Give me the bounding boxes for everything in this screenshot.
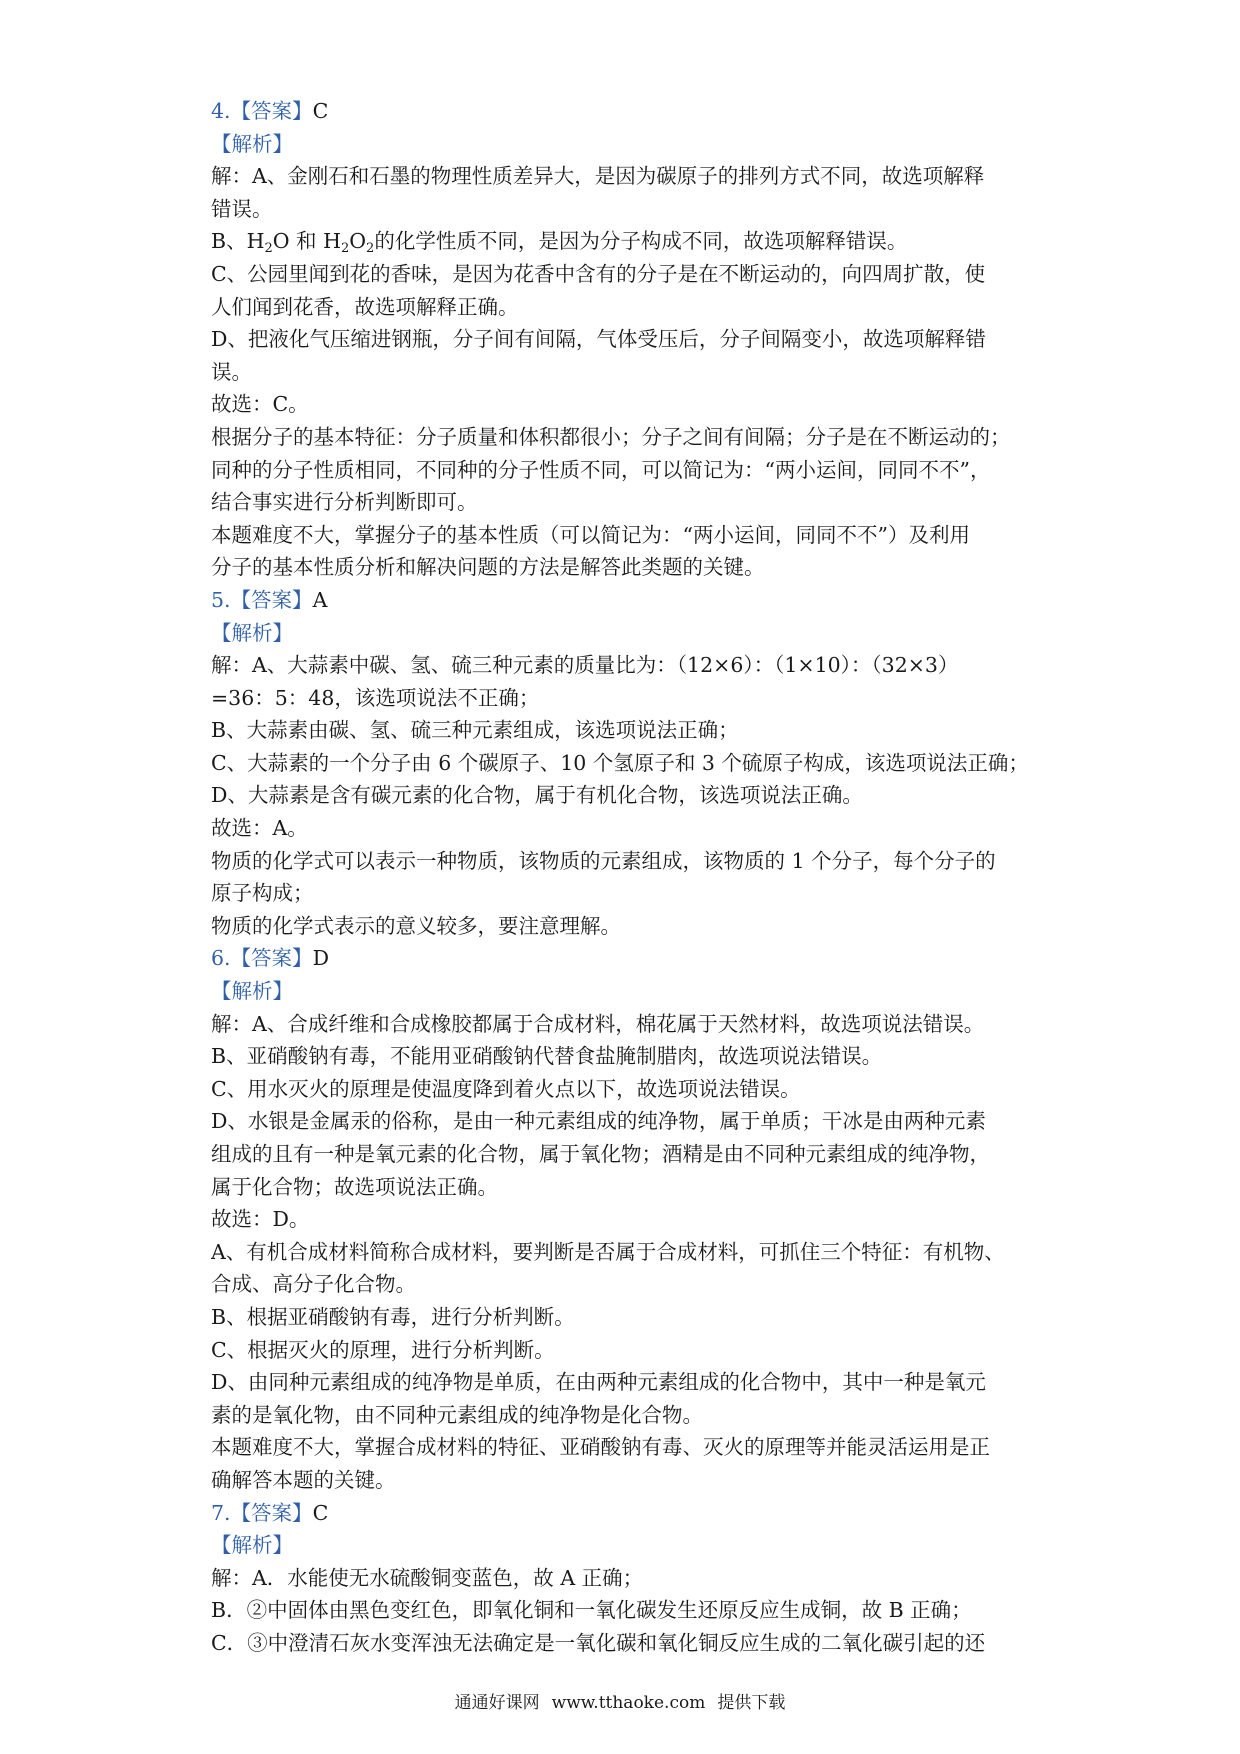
q7-answer: C — [312, 1500, 329, 1525]
q5-analysis-label: 【解析】 — [211, 620, 293, 645]
q4-text-line: 故选：C。 — [211, 392, 309, 417]
q6-analysis-label: 【解析】 — [211, 979, 293, 1004]
q4-text-line: 根据分子的基本特征：分子质量和体积都很小；分子之间有间隔；分子是在不断运动的； — [211, 424, 1011, 449]
q4-answer-label: 【答案】 — [230, 99, 313, 123]
q7-text-line: C．③中澄清石灰水变浑浊无法确定是一氧化碳和氧化铜反应生成的二氧化碳引起的还 — [211, 1630, 986, 1655]
q4-text-line: C、公园里闻到花的香味，是因为花香中含有的分子是在不断运动的，向四周扩散，使 — [211, 261, 986, 286]
q4-text-line: 错误。 — [211, 196, 273, 221]
q6-text-line: 解：A、合成纤维和合成橡胶都属于合成材料，棉花属于天然材料，故选项说法错误。 — [211, 1011, 985, 1036]
q7-answer-label: 【答案】 — [230, 1500, 313, 1525]
q6-text-line: 属于化合物；故选项说法正确。 — [211, 1174, 498, 1199]
q6-text-line: A、有机合成材料简称合成材料，要判断是否属于合成材料，可抓住三个特征：有机物、 — [211, 1239, 1005, 1264]
q4-analysis-label: 【解析】 — [211, 131, 293, 156]
q6-text-line: D、水银是金属汞的俗称，是由一种元素组成的纯净物，属于单质；干冰是由两种元素 — [211, 1109, 986, 1134]
q5-answer: A — [312, 587, 328, 612]
q4-text-line: 结合事实进行分析判断即可。 — [211, 490, 478, 515]
q5-text-line: 解：A、大蒜素中碳、氢、硫三种元素的质量比为：（12×6）：（1×10）：（32×3） — [211, 653, 959, 678]
q4-answer-line — [211, 95, 1041, 128]
q6-text-line: 素的是氧化物，由不同种元素组成的纯净物是化合物。 — [211, 1402, 703, 1427]
q6-text-line: 故选：D。 — [211, 1207, 310, 1232]
q6-text-line: B、亚硝酸钠有毒，不能用亚硝酸钠代替食盐腌制腊肉，故选项说法错误。 — [211, 1044, 883, 1069]
q6-text-line: 本题难度不大，掌握合成材料的特征、亚硝酸钠有毒、灭火的原理等并能灵活运用是正 — [211, 1435, 990, 1460]
q6-text-line: B、根据亚硝酸钠有毒，进行分析判断。 — [211, 1304, 575, 1329]
q5-text-line: 物质的化学式可以表示一种物质，该物质的元素组成，该物质的 1 个分子，每个分子的 — [211, 848, 996, 873]
q6-number: 6. — [211, 946, 231, 971]
q6-text-line: C、根据灭火的原理，进行分析判断。 — [211, 1337, 555, 1362]
q6-text-line: 组成的且有一种是氧元素的化合物，属于氧化物；酒精是由不同种元素组成的纯净物， — [211, 1142, 990, 1166]
q4-text-line: 误。 — [211, 359, 252, 384]
q5-text-line: C、大蒜素的一个分子由 6 个碳原子、10 个氢原子和 3 个硫原子构成，该选项说法正确； — [211, 750, 1029, 775]
q4-text-line: D、把液化气压缩进钢瓶，分子间有间隔，气体受压后，分子间隔变小，故选项解释错 — [211, 327, 986, 352]
q5-text-line: 故选：A。 — [211, 816, 308, 841]
q6-text-line: D、由同种元素组成的纯净物是单质，在由两种元素组成的化合物中，其中一种是氧元 — [211, 1370, 986, 1395]
q4-number: 4. — [211, 99, 231, 123]
q7-number: 7. — [211, 1500, 231, 1525]
q6-answer-label: 【答案】 — [230, 946, 313, 971]
footer-site-name: 通通好课网 — [454, 1693, 540, 1713]
q5-text-line: 原子构成； — [211, 881, 314, 906]
q5-number: 5. — [211, 587, 231, 612]
q5-answer-label: 【答案】 — [230, 587, 313, 612]
q6-text-line: C、用水灭火的原理是使温度降到着火点以下，故选项说法错误。 — [211, 1076, 801, 1101]
q5-text-line: D、大蒜素是含有碳元素的化合物，属于有机化合物，该选项说法正确。 — [211, 783, 863, 808]
q5-text-line: 物质的化学式表示的意义较多，要注意理解。 — [211, 913, 621, 938]
q6-text-line: 确解答本题的关键。 — [211, 1467, 396, 1492]
q4-answer: C — [312, 99, 329, 123]
footer-url[interactable]: www.tthaoke.com — [551, 1693, 706, 1713]
q7-analysis-label: 【解析】 — [211, 1533, 293, 1558]
q7-text-line: B．②中固体由黑色变红色，即氧化铜和一氧化碳发生还原反应生成铜，故 B 正确； — [211, 1598, 972, 1623]
q5-text-line: B、大蒜素由碳、氢、硫三种元素组成，该选项说法正确； — [211, 718, 739, 743]
q6-answer-line — [211, 942, 1041, 975]
q4-text-line: 同种的分子性质相同，不同种的分子性质不同，可以简记为：“两小运间，同同不不”， — [211, 457, 991, 482]
q5-text-line: =36：5：48，该选项说法不正确； — [211, 685, 540, 710]
q4-text-line: 人们闻到花香，故选项解释正确。 — [211, 294, 519, 319]
q7-text-line: 解：A．水能使无水硫酸铜变蓝色，故 A 正确； — [211, 1565, 644, 1590]
q4-option-b-line: B、$H_2O$ 和 $H_2O_2$的化学性质不同，是因为分子构成不同，故选项解释错误。 — [211, 229, 908, 257]
q6-text-line: 合成、高分子化合物。 — [211, 1272, 416, 1297]
q6-answer: D — [312, 946, 329, 971]
q7-answer-line — [211, 1497, 1041, 1530]
q4-text-line: 分子的基本性质分析和解决问题的方法是解答此类题的关键。 — [211, 555, 765, 580]
footer-note: 提供下载 — [717, 1693, 786, 1713]
page-footer — [0, 1688, 1240, 1713]
document-body — [211, 95, 1041, 1660]
q5-answer-line — [211, 584, 1041, 617]
q4-text-line: 本题难度不大，掌握分子的基本性质（可以简记为：“两小运间，同同不不”）及利用 — [211, 522, 970, 547]
q4-text-line: 解：A、金刚石和石墨的物理性质差异大，是因为碳原子的排列方式不同，故选项解释 — [211, 164, 985, 189]
